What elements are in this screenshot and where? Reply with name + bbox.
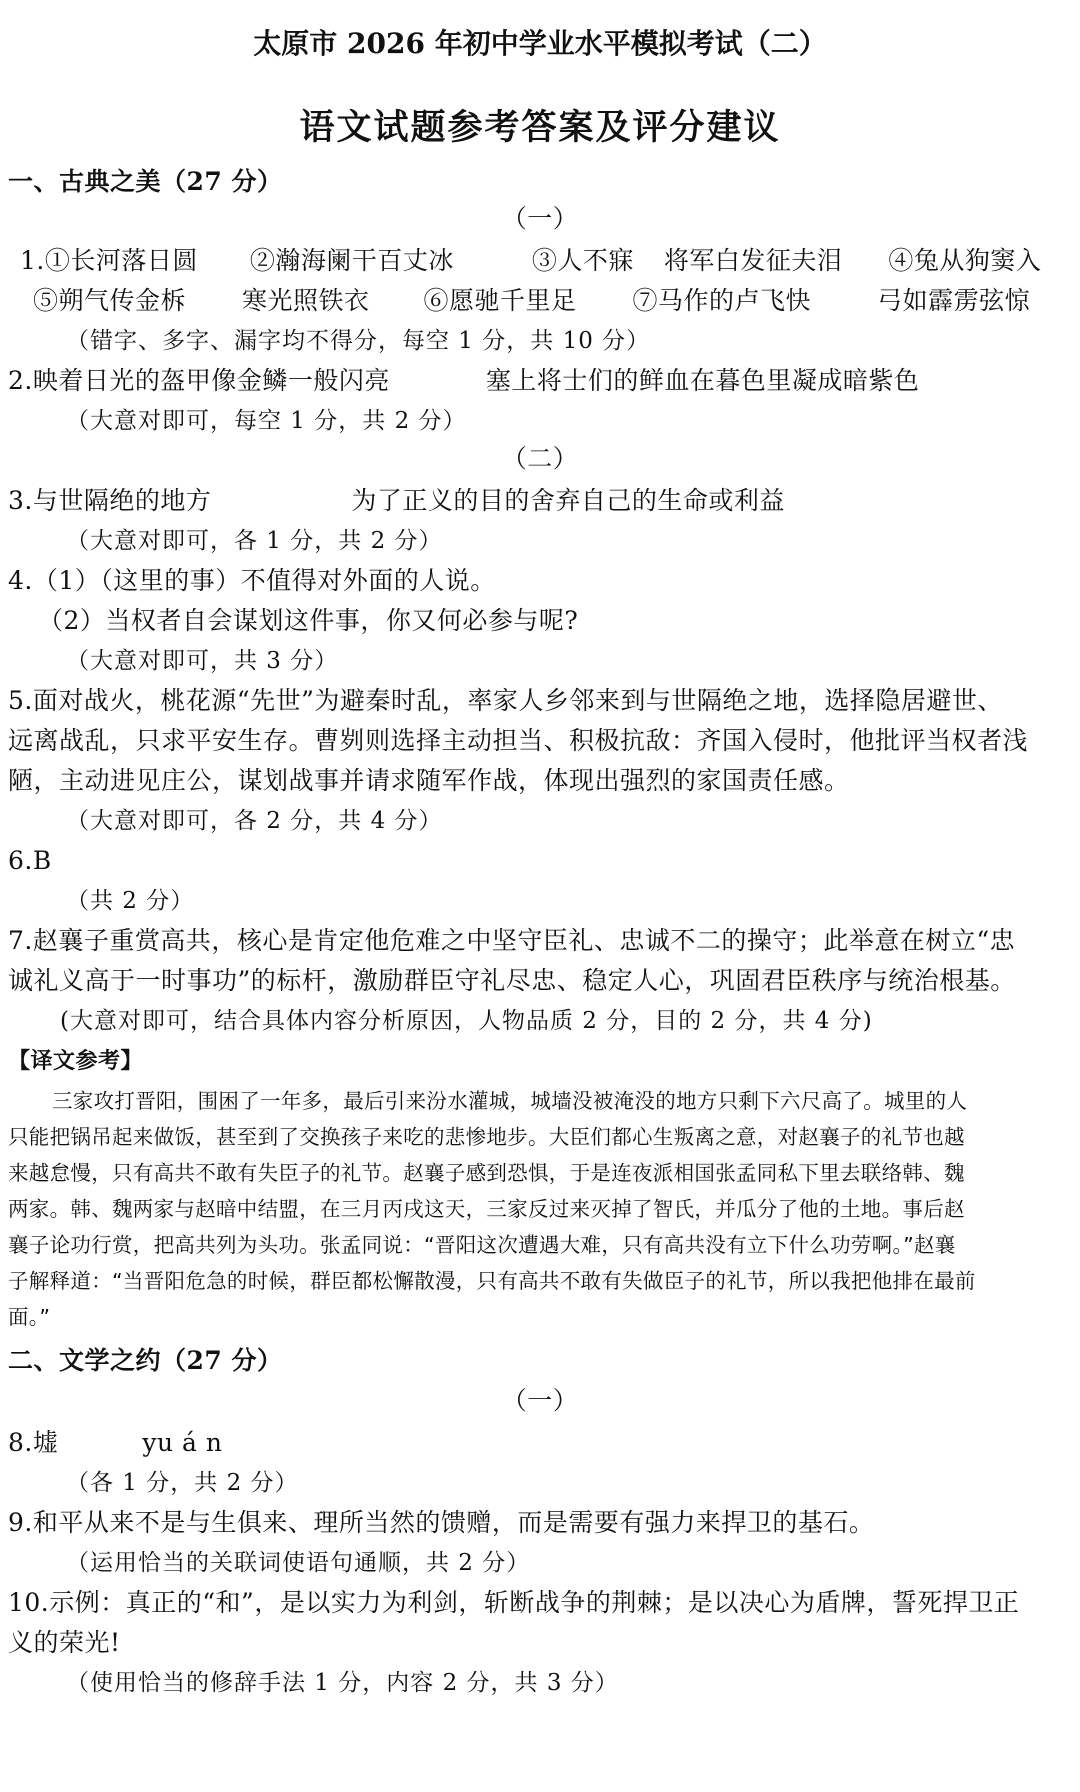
pinyin: yu á n [142, 1428, 223, 1457]
answer-cell: 2.映着日光的盔甲像金鳞一般闪亮 [8, 366, 390, 395]
scoring-note: （各 1 分，共 2 分） [66, 1470, 299, 1496]
q10-line: 10.示例：真正的“和”，是以实力为利剑，斩断战争的荆棘；是以决心为盾牌，誓死捍卫正 [8, 1588, 1020, 1617]
q8-answer [8, 1426, 222, 1460]
translation-line: 两家。韩、魏两家与赵暗中结盟，在三月丙戌这天，三家反过来灭掉了智氏，并瓜分了他的土地。事后赵 [8, 1197, 965, 1221]
q5-line: 5.面对战火，桃花源“先世”为避秦时乱，率家人乡邻来到与世隔绝之地，选择隐居避世、 [8, 686, 1003, 715]
translation-line: 三家攻打晋阳，围困了一年多，最后引来汾水灌城，城墙没被淹没的地方只剩下六尺高了。城里的人 [52, 1089, 968, 1113]
translation-line: 来越怠慢，只有高共不敢有失臣子的礼节。赵襄子感到恐惧，于是连夜派相国张孟同私下里去联络韩、魏 [8, 1161, 965, 1185]
q9-answer: 9.和平从来不是与生俱来、理所当然的馈赠，而是需要有强力来捍卫的基石。 [8, 1508, 875, 1537]
answer-cell: 为了正义的目的舍弃自己的生命或利益 [351, 486, 785, 515]
answer-cell: 寒光照铁衣 [242, 286, 370, 315]
translation-line: 子解释道：“当晋阳危急的时候，群臣都松懈散漫，只有高共不敢有失做臣子的礼节，所以我把他排在最前 [8, 1269, 976, 1293]
scoring-note: （错字、多字、漏字均不得分，每空 1 分，共 10 分） [66, 328, 651, 354]
answer-cell: ⑤朔气传金柝 [33, 286, 187, 315]
translation-heading: 【译文参考】 [8, 1048, 144, 1074]
section-heading: 一、古典之美（27 分） [8, 167, 283, 196]
translation-line: 襄子论功行赏，把高共列为头功。张孟同说：“晋阳这次遭遇大难，只有高共没有立下什么功劳啊。”赵襄 [8, 1233, 956, 1257]
scoring-note: （大意对即可，各 1 分，共 2 分） [66, 528, 443, 554]
q4-answer-1: 4.（1）（这里的事）不值得对外面的人说。 [8, 566, 496, 595]
q3-answer [8, 484, 785, 518]
answer-cell: 1.①长河落日圆 [20, 246, 198, 275]
answer-cell: ②瀚海阑干百丈冰 [249, 246, 454, 275]
part-heading: （一） [501, 204, 579, 233]
part-heading: （二） [501, 444, 579, 473]
q5-line: 陋，主动进见庄公，谋划战事并请求随军作战，体现出强烈的家国责任感。 [8, 766, 850, 795]
doc-subtitle: 语文试题参考答案及评分建议 [299, 107, 781, 148]
scoring-note: (大意对即可，结合具体内容分析原因，人物品质 2 分，目的 2 分，共 4 分) [60, 1008, 873, 1034]
scoring-note: （大意对即可，每空 1 分，共 2 分） [66, 408, 467, 434]
answer-cell: 8.墟 [8, 1428, 59, 1457]
answer-cell: ⑦马作的卢飞快 [632, 286, 812, 315]
exam-title: 太原市 2026 年初中学业水平模拟考试（二） [253, 27, 827, 60]
q5-line: 远离战乱，只求平安生存。曹刿则选择主动担当、积极抗敌：齐国入侵时，他批评当权者浅 [8, 726, 1029, 755]
answer-cell: ④兔从狗窦入 [888, 246, 1042, 275]
q1-line-2 [33, 284, 1030, 318]
q7-line: 7.赵襄子重赏高共，核心是肯定他危难之中坚守臣礼、忠诚不二的操守；此举意在树立“忠 [8, 926, 1016, 955]
answer-cell: ③人不寐 [531, 246, 634, 275]
translation-line: 只能把锅吊起来做饭，甚至到了交换孩子来吃的悲惨地步。大臣们都心生叛离之意，对赵襄子的礼节也越 [8, 1125, 965, 1149]
q7-line: 诚礼义高于一时事功”的标杆，激励群臣守礼尽忠、稳定人心，巩固君臣秩序与统治根基。 [8, 966, 1016, 995]
scoring-note: （大意对即可，各 2 分，共 4 分） [66, 808, 443, 834]
translation-line: 面。” [8, 1305, 51, 1329]
answer-cell: 将军白发征夫泪 [663, 246, 843, 275]
answer-cell: ⑥愿驰千里足 [423, 286, 577, 315]
answer-cell: 弓如霹雳弦惊 [877, 286, 1031, 315]
scoring-note: （大意对即可，共 3 分） [66, 648, 339, 674]
section-heading: 二、文学之约（27 分） [8, 1346, 283, 1375]
q1-line-1 [20, 244, 1041, 278]
q4-answer-2: （2）当权者自会谋划这件事，你又何必参与呢? [38, 606, 579, 635]
q10-line: 义的荣光! [8, 1628, 121, 1657]
q6-answer: 6.B [8, 846, 52, 875]
scoring-note: （运用恰当的关联词使语句通顺，共 2 分） [66, 1550, 531, 1576]
answer-cell: 塞上将士们的鲜血在暮色里凝成暗紫色 [485, 366, 920, 395]
scoring-note: （使用恰当的修辞手法 1 分，内容 2 分，共 3 分） [66, 1670, 619, 1696]
answer-cell: 3.与世隔绝的地方 [8, 486, 212, 515]
scoring-note: （共 2 分） [66, 888, 195, 914]
part-heading: （一） [501, 1386, 579, 1415]
q2-answer [8, 364, 919, 398]
